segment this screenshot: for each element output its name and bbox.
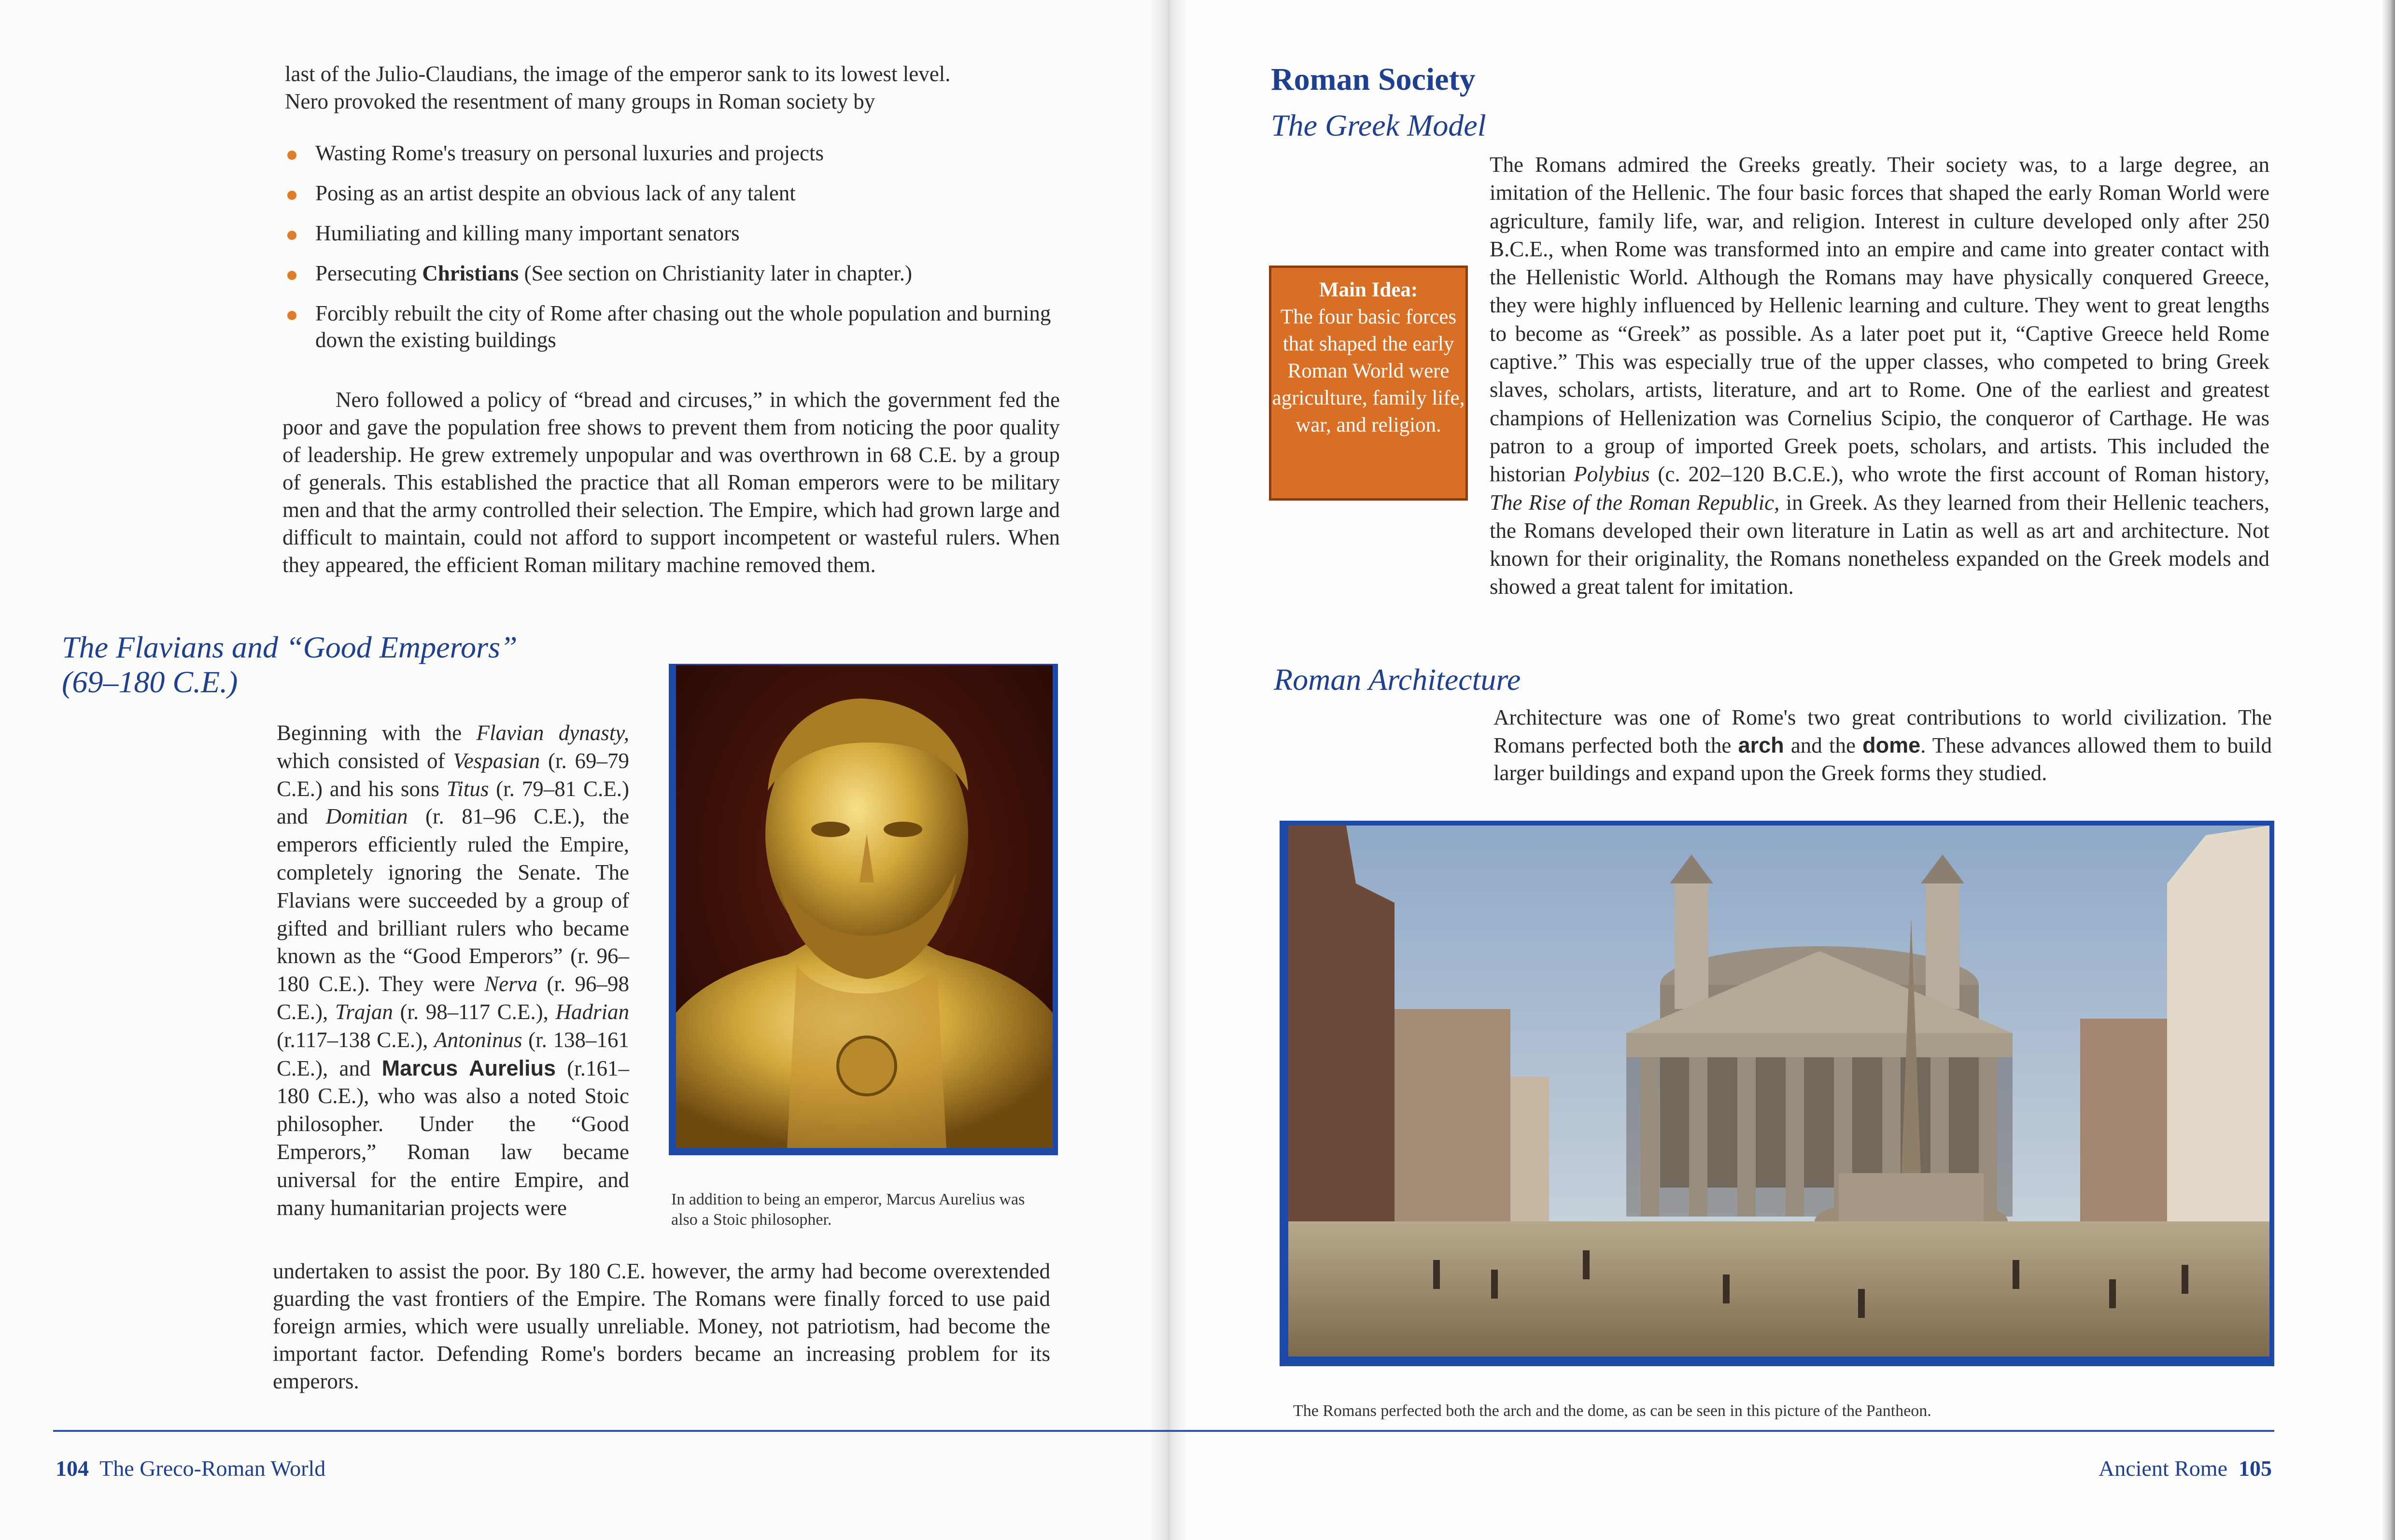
flavian-paragraph: Beginning with the Flavian dynasty, which consisted of Vespasian (r. 69–79 C.E.) and his sons Titus (r. 79–81 C.E.) and Domitian (r. 81–96 C.E.), the emperors efficiently ruled the Empire, completely ignoring the Senate. The Flavians were succeeded by a group of gifted and brilliant rulers who became known as the “Good Emperors” (r. 96–180 C.E.). They were Nerva (r. 96–98 C.E.), Trajan (r. 98–117 C.E.), Hadrian (r.117–138 C.E.), Antoninus (r. 138–161 C.E.), and Marcus Aurelius (r.161–180 C.E.), who was also a noted Stoic philosopher. Under the “Good Emperors,” Roman law became universal for the entire Empire, and many humanitarian projects were bbox=[277, 721, 629, 1220]
running-title: The Greco-Roman World bbox=[99, 1456, 326, 1481]
architecture-paragraph: Architecture was one of Rome's two great contributions to world civilization. The Romans perfected both the arch and the dome. These advances allowed them to build larger buildings and expand upon the Greek forms they studied. bbox=[1493, 705, 2272, 785]
footer-rule-left bbox=[53, 1430, 1164, 1432]
footer-left bbox=[56, 1456, 325, 1481]
nero-bullet-list bbox=[287, 140, 1070, 367]
footer-rule-right bbox=[1164, 1430, 2274, 1432]
main-idea-text: The four basic forces that shaped the early Roman World were agriculture, family life, war, and religion. bbox=[1272, 306, 1465, 436]
photo-caption: In addition to being an emperor, Marcus Aurelius was also a Stoic philosopher. bbox=[671, 1190, 1025, 1229]
main-idea-box bbox=[1269, 266, 1468, 501]
bullet-icon bbox=[287, 231, 296, 240]
pantheon-image bbox=[1288, 826, 2269, 1357]
marcus-aurelius-bust-image bbox=[676, 665, 1053, 1148]
list-item: Persecuting Christians (See section on Christianity later in chapter.) bbox=[287, 260, 1070, 287]
book-gutter bbox=[1149, 0, 1188, 1540]
footer-right bbox=[2099, 1456, 2272, 1481]
pantheon-caption: The Romans perfected both the arch and the dome, as can be seen in this picture of the Pantheon. bbox=[1293, 1402, 1931, 1420]
list-item: Posing as an artist despite an obvious lack of any talent bbox=[287, 180, 1070, 207]
bullet-icon bbox=[287, 311, 296, 320]
section-title: Roman Society bbox=[1271, 62, 1476, 97]
pantheon-illustration bbox=[1288, 826, 2269, 1357]
list-item: Wasting Rome's treasury on personal luxuries and projects bbox=[287, 140, 1070, 167]
page-number: 104 bbox=[56, 1456, 89, 1481]
greek-model-heading: The Greek Model bbox=[1271, 108, 1486, 142]
bullet-icon bbox=[287, 151, 296, 160]
flavian-paragraph-continued: undertaken to assist the poor. By 180 C.E. however, the army had become overextended guarding the vast frontiers of the Empire. The Romans were finally forced to use paid foreign armies, which were usually unreliable. Money, not patriotism, had become the important factor. Defending Rome's borders became an increasing problem for its emperors. bbox=[273, 1259, 1050, 1393]
bullet-icon bbox=[287, 191, 296, 200]
page-edge-shadow bbox=[2381, 0, 2395, 1540]
flavians-heading: The Flavians and “Good Emperors” (69–180 C.E.) bbox=[62, 630, 518, 699]
greek-model-paragraph: The Romans admired the Greeks greatly. Their society was, to a large degree, an imitation of the Hellenic. The four basic forces that shaped the early Roman World were agriculture, family life, war, and religion. Interest in culture developed only after 250 B.C.E., when Rome was transformed into an empire and came into greater contact with the Hellenistic World. Although the Romans may have physically conquered Greece, they were highly influenced by Hellenic learning and culture. They went to great lengths to become as “Greek” as possible. As a later poet put it, “Captive Greece held Rome captive.” This was especially true of the upper classes, who competed to bring Greek slaves, scholars, artists, literature, and art to Rome. One of the earliest and greatest champions of Hellenization was Cornelius Scipio, the conqueror of Carthage. He was patron to a group of imported Greek poets, scholars, and artists. This included the historian Polybius (c. 202–120 B.C.E.), who wrote the first account of Roman history, The Rise of the Roman Republic, in Greek. As they learned from their Hellenic teachers, the Romans developed their own literature in Latin as well as art and architecture. Not known for their originality, the Romans nonetheless expanded on the Greek models and showed a great talent for imitation. bbox=[1490, 153, 2269, 599]
nero-paragraph: Nero followed a policy of “bread and circuses,” in which the government fed the poor and gave the population free shows to prevent them from noticing the poor quality of leadership. He grew extremely unpopular and was overthrown in 68 C.E. by a group of generals. This established the practice that all Roman emperors were to be military men and that the army controlled their selection. The Empire, which had grown large and difficult to maintain, could not afford to support incompetent or wasteful rulers. When they appeared, the efficient Roman military machine removed them. bbox=[282, 388, 1060, 577]
page-number: 105 bbox=[2239, 1456, 2272, 1481]
bullet-icon bbox=[287, 271, 296, 280]
list-item: Forcibly rebuilt the city of Rome after chasing out the whole population and burning down the existing buildings bbox=[287, 300, 1070, 353]
architecture-heading: Roman Architecture bbox=[1274, 662, 1521, 697]
bust-illustration bbox=[676, 665, 1053, 1148]
intro-text: last of the Julio-Claudians, the image of the emperor sank to its lowest level. Nero provoked the resentment of many groups in Roman society by bbox=[285, 62, 951, 113]
running-title: Ancient Rome bbox=[2099, 1456, 2227, 1481]
list-item: Humiliating and killing many important senators bbox=[287, 220, 1070, 247]
main-idea-title: Main Idea: bbox=[1319, 279, 1418, 301]
